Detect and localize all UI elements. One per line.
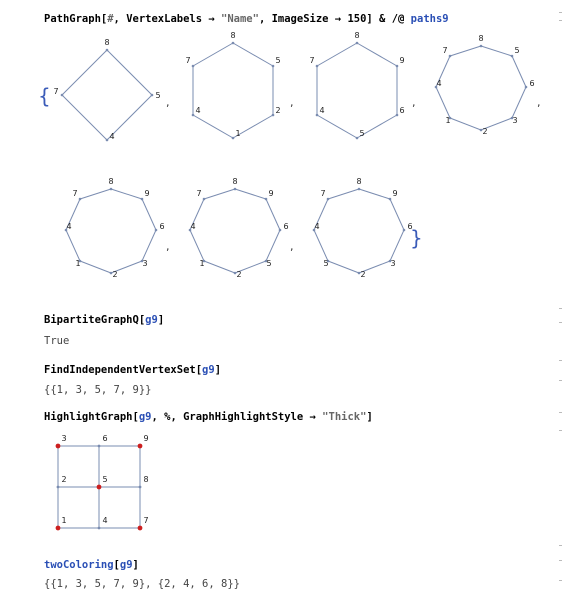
code-token: ]: [157, 314, 165, 326]
graph-edge: [142, 199, 156, 230]
vertex-label: 9: [143, 434, 149, 443]
path-graph-1[interactable]: [52, 38, 162, 148]
vertex-label: 3: [390, 259, 396, 268]
highlighted-vertex: [56, 444, 61, 449]
cell-bracket-tick[interactable]: [559, 20, 562, 21]
cell-bracket-tick[interactable]: [559, 580, 562, 581]
vertex-label: 1: [61, 516, 67, 525]
graph-vertex: [272, 65, 275, 68]
graph-vertex: [396, 114, 399, 117]
vertex-label: 7: [185, 56, 191, 65]
graph-vertex: [480, 45, 483, 48]
graph-edge: [328, 261, 359, 273]
graph-edge: [80, 189, 111, 199]
graph-edge: [233, 43, 273, 66]
graph-edge: [111, 189, 142, 199]
graph-vertex: [110, 188, 113, 191]
vertex-label: 7: [53, 87, 59, 96]
graph-edge: [80, 261, 111, 273]
vertex-label: 4: [109, 132, 115, 141]
vertex-label: 4: [66, 222, 72, 231]
graph-vertex: [265, 198, 268, 201]
graph-vertex: [98, 527, 101, 530]
code-token: {{1, 3, 5, 7, 9}, {2, 4, 6, 8}}: [44, 578, 240, 590]
graph-edge: [436, 87, 450, 118]
code-token: g9: [138, 411, 152, 423]
vertex-label: 6: [159, 222, 165, 231]
code-token: , ImageSize → 150] & /@: [258, 13, 411, 25]
vertex-label: 9: [144, 189, 150, 198]
graph-edge: [235, 189, 266, 199]
graph-edge: [107, 50, 152, 95]
graph-vertex: [192, 65, 195, 68]
vertex-label: 5: [155, 91, 161, 100]
vertex-label: 7: [196, 189, 202, 198]
graph-edge: [450, 46, 481, 56]
highlighted-vertex: [138, 444, 143, 449]
code-token: "Name": [221, 13, 259, 25]
code-token: BipartiteGraphQ[: [44, 314, 146, 326]
vertex-label: 7: [72, 189, 78, 198]
input-cell-bipartite[interactable]: [44, 314, 164, 326]
graph-vertex: [525, 86, 528, 89]
vertex-label: 1: [445, 116, 451, 125]
output-cell-bipartite: [44, 335, 69, 347]
vertex-label: 2: [275, 106, 281, 115]
list-separator: ,: [166, 240, 170, 253]
graph-vertex: [396, 65, 399, 68]
graph-edge: [390, 230, 404, 261]
cell-bracket-tick[interactable]: [559, 308, 562, 309]
graph-vertex: [57, 486, 60, 489]
graph-vertex: [403, 229, 406, 232]
vertex-label: 2: [236, 270, 242, 279]
list-open-brace: {: [38, 84, 51, 108]
code-token: paths9: [410, 13, 449, 25]
vertex-label: 2: [360, 270, 366, 279]
vertex-label: 9: [268, 189, 274, 198]
graph-vertex: [356, 42, 359, 45]
list-separator: ,: [537, 96, 541, 109]
vertex-label: 1: [235, 129, 241, 138]
graph-vertex: [79, 198, 82, 201]
graph-edge: [512, 87, 526, 118]
vertex-label: 8: [230, 31, 236, 40]
vertex-label: 5: [323, 259, 329, 268]
graph-edge: [328, 189, 359, 199]
code-token: g9: [202, 364, 215, 376]
graph-vertex: [203, 198, 206, 201]
graph-vertex: [98, 445, 101, 448]
graph-edge: [266, 230, 280, 261]
code-token: "Thick": [322, 411, 367, 423]
vertex-label: 4: [436, 79, 442, 88]
graph-vertex: [279, 229, 282, 232]
graph-vertex: [155, 229, 158, 232]
cell-bracket-tick[interactable]: [559, 412, 562, 413]
highlighted-grid-graph[interactable]: [50, 432, 160, 532]
vertex-label: 9: [392, 189, 398, 198]
graph-edge: [390, 199, 404, 230]
list-separator: ,: [412, 96, 416, 109]
graph-edge: [266, 199, 280, 230]
vertex-label: 7: [143, 516, 149, 525]
graph-vertex: [234, 188, 237, 191]
cell-bracket-tick[interactable]: [559, 12, 562, 13]
code-token: True: [44, 335, 70, 347]
graph-vertex: [106, 139, 109, 142]
highlighted-vertex: [56, 526, 61, 531]
vertex-label: 6: [283, 222, 289, 231]
vertex-label: 4: [190, 222, 196, 231]
code-token: ]: [214, 364, 222, 376]
graph-edge: [204, 261, 235, 273]
code-token: twoColoring: [44, 559, 114, 571]
code-token: ]: [366, 411, 373, 423]
path-graph-3[interactable]: [302, 31, 412, 150]
code-token: , %, GraphHighlightStyle →: [151, 411, 323, 423]
code-token: g9: [145, 314, 158, 326]
list-close-brace: }: [410, 226, 423, 250]
vertex-label: 2: [482, 127, 488, 136]
vertex-label: 3: [512, 116, 518, 125]
graph-edge: [314, 230, 328, 261]
vertex-label: 6: [407, 222, 413, 231]
vertex-label: 6: [529, 79, 535, 88]
path-graph-5[interactable]: [56, 177, 166, 288]
cell-bracket-tick[interactable]: [559, 545, 562, 546]
vertex-label: 2: [61, 475, 67, 484]
code-token: PathGraph[: [44, 13, 108, 25]
path-graph-4[interactable]: [426, 34, 536, 145]
list-separator: ,: [290, 240, 294, 253]
vertex-label: 4: [102, 516, 108, 525]
graph-vertex: [232, 137, 235, 140]
vertex-label: 1: [199, 259, 205, 268]
code-token: {{1, 3, 5, 7, 9}}: [44, 384, 152, 396]
vertex-label: 8: [143, 475, 149, 484]
graph-edge: [317, 43, 357, 66]
graph-edge: [62, 50, 107, 95]
graph-edge: [190, 230, 204, 261]
vertex-label: 7: [320, 189, 326, 198]
graph-edge: [450, 118, 481, 130]
graph-vertex: [511, 55, 514, 58]
code-token: HighlightGraph[: [44, 411, 139, 423]
graph-vertex: [192, 114, 195, 117]
graph-edge: [317, 115, 357, 138]
cell-bracket-tick[interactable]: [559, 560, 562, 561]
vertex-label: 3: [142, 259, 148, 268]
highlighted-vertex: [97, 485, 102, 490]
graph-vertex: [61, 94, 64, 97]
graph-vertex: [232, 42, 235, 45]
cell-bracket-tick[interactable]: [559, 430, 562, 431]
vertex-label: 5: [102, 475, 108, 484]
vertex-label: 5: [514, 46, 520, 55]
vertex-label: 6: [102, 434, 108, 443]
vertex-label: 8: [108, 177, 114, 186]
vertex-label: 8: [478, 34, 484, 43]
path-graph-2[interactable]: [178, 31, 288, 150]
graph-vertex: [151, 94, 154, 97]
code-token: g9: [119, 559, 133, 571]
output-cell-independent-set: [44, 384, 151, 396]
graph-edge: [66, 230, 80, 261]
graph-edge: [193, 115, 233, 138]
vertex-label: 4: [195, 106, 201, 115]
graph-edge: [204, 189, 235, 199]
cell-bracket-tick[interactable]: [559, 322, 562, 323]
input-cell-highlightgraph[interactable]: [44, 411, 373, 423]
code-token: [: [113, 559, 120, 571]
list-separator: ,: [166, 96, 170, 109]
graph-edge: [193, 43, 233, 66]
graph-vertex: [141, 198, 144, 201]
highlighted-vertex: [138, 526, 143, 531]
code-token: #: [107, 13, 114, 25]
vertex-label: 5: [275, 56, 281, 65]
input-cell-twocoloring[interactable]: [44, 559, 139, 571]
graph-vertex: [358, 188, 361, 191]
vertex-label: 5: [359, 129, 365, 138]
vertex-label: 7: [442, 46, 448, 55]
vertex-label: 8: [356, 177, 362, 186]
input-cell-pathgraph[interactable]: [44, 13, 449, 25]
path-graph-7[interactable]: [304, 177, 414, 288]
graph-edge: [359, 189, 390, 199]
vertex-label: 7: [309, 56, 315, 65]
graph-vertex: [449, 55, 452, 58]
cell-bracket-tick[interactable]: [559, 360, 562, 361]
cell-bracket-tick[interactable]: [559, 380, 562, 381]
graph-edge: [142, 230, 156, 261]
vertex-label: 5: [266, 259, 272, 268]
vertex-label: 1: [75, 259, 81, 268]
vertex-label: 2: [112, 270, 118, 279]
graph-vertex: [316, 65, 319, 68]
vertex-label: 3: [61, 434, 67, 443]
graph-edge: [512, 56, 526, 87]
vertex-label: 9: [399, 56, 405, 65]
graph-vertex: [356, 137, 359, 140]
input-cell-independent-set[interactable]: [44, 364, 221, 376]
graph-vertex: [327, 198, 330, 201]
graph-edge: [62, 95, 107, 140]
graph-vertex: [272, 114, 275, 117]
graph-vertex: [389, 198, 392, 201]
vertex-label: 4: [319, 106, 325, 115]
output-cell-twocoloring: [44, 578, 240, 590]
code-token: , VertexLabels →: [113, 13, 222, 25]
vertex-label: 4: [314, 222, 320, 231]
graph-edge: [357, 43, 397, 66]
graph-vertex: [106, 49, 109, 52]
graph-vertex: [139, 486, 142, 489]
vertex-label: 6: [399, 106, 405, 115]
path-graph-6[interactable]: [180, 177, 290, 288]
vertex-label: 8: [104, 38, 110, 47]
vertex-label: 8: [354, 31, 360, 40]
vertex-label: 8: [232, 177, 238, 186]
code-token: FindIndependentVertexSet[: [44, 364, 203, 376]
list-separator: ,: [290, 96, 294, 109]
graph-vertex: [316, 114, 319, 117]
code-token: ]: [132, 559, 139, 571]
graph-edge: [481, 46, 512, 56]
